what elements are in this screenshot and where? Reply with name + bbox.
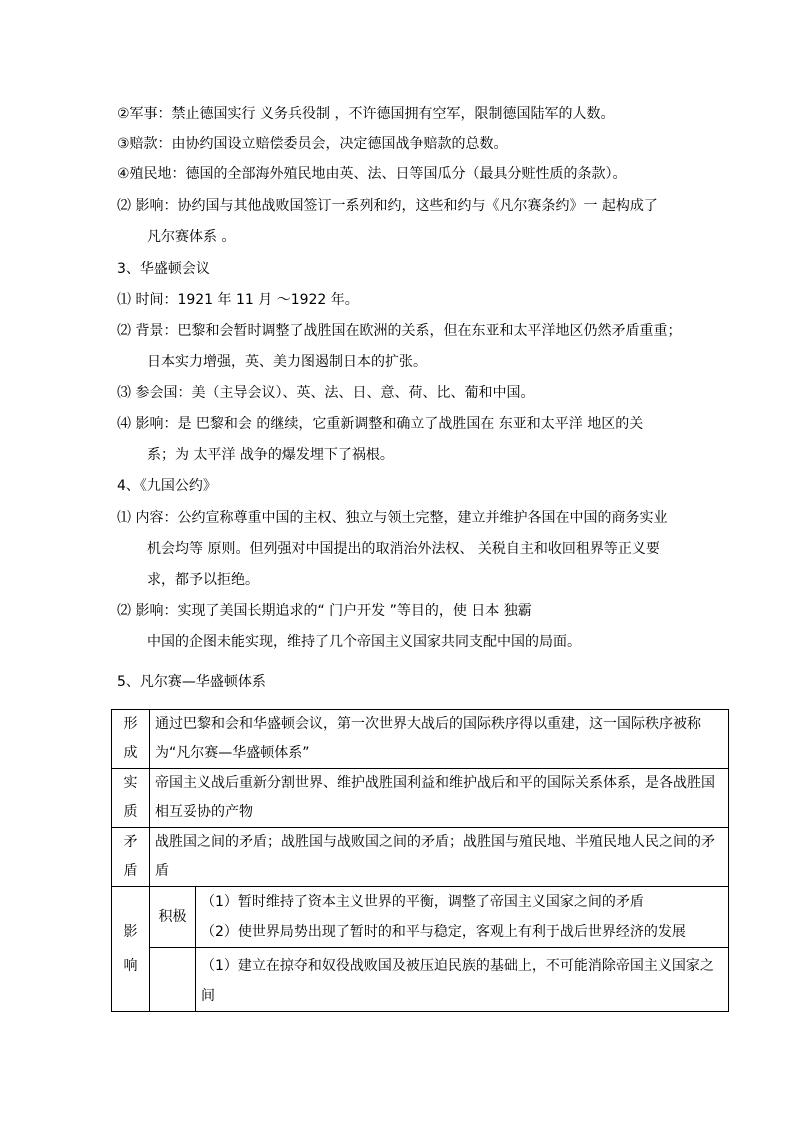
text-line-content-cont2: 求，都予以拒绝。 [147,572,259,588]
text-line-washington-impact: ⑷ 影响：是 巴黎和会 的继续，它重新调整和确立了战胜国在 东亚和太平洋 地区的关 [117,416,644,432]
section-heading-washington: 3、华盛顿会议 [117,261,210,277]
text-line-background: ⑵ 背景：巴黎和会暂时调整了战胜国在欧洲的关系，但在东亚和太平洋地区仍然矛盾重重； [117,323,682,339]
text-line-washington-impact-cont: 系；为 太平洋 战争的爆发埋下了祸根。 [147,447,394,463]
impact-positive-content: （1）暂时维持了资本主义世界的平衡，调整了帝国主义国家之间的矛盾 （2）使世界局势出现了暂时的和平与稳定，客观上有利于战后世界经济的发展 [196,887,729,948]
row-header-contradictions: 矛 盾 [112,828,150,887]
row-content-contradictions: 战胜国之间的矛盾；战胜国与战败国之间的矛盾；战胜国与殖民地、半殖民地人民之间的矛盾 [150,828,729,887]
row-content-formation: 通过巴黎和会和华盛顿会议，第一次世界大战后的国际秩序得以重建，这一国际秩序被称为“凡尔赛—华盛顿体系” [150,710,729,769]
row-header-impact: 影 响 [112,887,150,1012]
table-row [112,948,729,1012]
text-line-nine-power-impact-cont: 中国的企图未能实现，维持了几个帝国主义国家共同支配中国的局面。 [147,634,581,650]
section-heading-system: 5、凡尔赛—华盛顿体系 [117,674,266,690]
text-line-time: ⑴ 时间：1921 年 11 月 ～1922 年。 [117,292,359,308]
row-header-formation: 形 成 [112,710,150,769]
text-line-impact: ⑵ 影响：协约国与其他战败国签订一系列和约，这些和约与《凡尔赛条约》一 起构成了 [117,198,658,214]
impact-negative-label [150,948,196,1012]
table-row [112,710,729,769]
table-row [112,828,729,887]
text-line-content: ⑴ 内容：公约宣称尊重中国的主权、独立与领土完整，建立并维护各国在中国的商务实业 [117,510,668,526]
text-line-nine-power-impact: ⑵ 影响：实现了美国长期追求的“ 门户开发 ”等目的，使 日本 独霸 [117,603,532,619]
row-content-essence: 帝国主义战后重新分割世界、维护战胜国利益和维护战后和平的国际关系体系，是各战胜国相互妥协的产物 [150,769,729,828]
table-row [112,887,729,948]
text-line-background-cont: 日本实力增强，英、美力图遏制日本的扩张。 [147,354,427,370]
section-heading-nine-power: 4、《九国公约》 [117,478,217,494]
system-table [111,709,729,1012]
impact-positive-label: 积极 [150,887,196,948]
text-line-military: ②军事：禁止德国实行 义务兵役制 ，不许德国拥有空军，限制德国陆军的人数。 [117,106,615,122]
table-row [112,769,729,828]
text-line-reparations: ③赔款：由协约国设立赔偿委员会，决定德国战争赔款的总数。 [117,136,508,152]
row-header-essence: 实 质 [112,769,150,828]
impact-negative-content: （1）建立在掠夺和奴役战败国及被压迫民族的基础上，不可能消除帝国主义国家之间 [196,948,729,1012]
text-line-impact-cont: 凡尔赛体系 。 [147,229,236,245]
text-line-content-cont: 机会均等 原则。但列强对中国提出的取消治外法权、 关税自主和收回租界等正义要 [147,541,660,557]
text-line-participants: ⑶ 参会国：美（主导会议）、英、法、日、意、荷、比、葡和中国。 [117,385,535,401]
text-line-colonies: ④殖民地：德国的全部海外殖民地由英、法、日等国瓜分（最具分赃性质的条款）。 [117,166,627,182]
